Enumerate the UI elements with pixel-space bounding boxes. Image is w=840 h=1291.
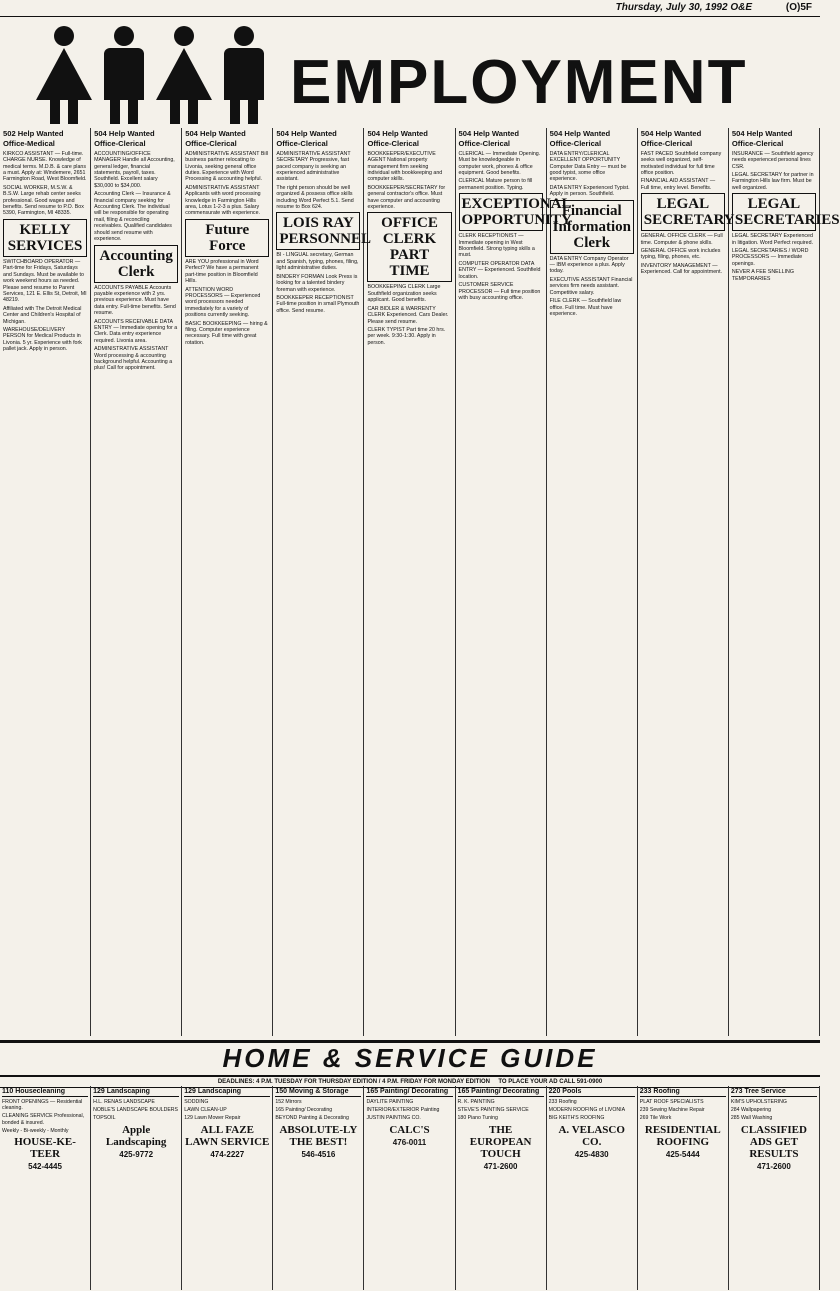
service-ad-title: HOUSE-KE-TEER (14, 1136, 76, 1161)
classified-listing: ACCOUNTS RECEIVABLE DATA ENTRY — Immediate opening for a Clerk. Data entry experience required. Livonia area. (94, 318, 178, 344)
classified-listing: COMPUTER OPERATOR DATA ENTRY — Experienced. Southfield location. (458, 260, 541, 280)
classified-listing: BOOKKEEPING CLERK Large Southfield organization seeks applicant. Good benefits. (367, 284, 441, 304)
service-category: 165 Painting/ Decorating (366, 1088, 452, 1097)
column-heading: 504 Help Wanted (731, 129, 793, 138)
service-category: 273 Tree Service (731, 1088, 817, 1097)
classified-listing: DATA ENTRY Experienced Typist. Apply in person. Southfield. (549, 184, 630, 198)
service-phone: 476-0011 (392, 1137, 427, 1147)
service-ad-title: RESIDENTIAL ROOFING (644, 1123, 721, 1148)
classified-listing: ACCOUNTS PAYABLE Accounts payable experience with 2 yrs. previous experience. Must have data entry. Full-time benefits. Send resume. (94, 284, 176, 317)
service-listing: MODERN ROOFING of LIVONIA (548, 1107, 626, 1114)
classified-listing: WAREHOUSE/DELIVERY PERSON for Medical Products in Livonia. 5 yr. Experience with fork pallet jack. Apply in person. (3, 326, 82, 353)
column-heading: 504 Help Wanted (276, 129, 337, 138)
service-listing: SODDING (184, 1099, 209, 1105)
service-listing: 284 Wallpapering (730, 1107, 772, 1114)
service-listing: KIM'S UPHOLSTERING (730, 1099, 787, 1105)
service-listing: INTERIOR/EXTERIOR Painting (366, 1107, 440, 1114)
service-phone: 425-9772 (119, 1149, 154, 1159)
service-ad-title: THE EUROPEAN TOUCH (469, 1123, 532, 1160)
classified-listing: CLERICAL — Immediate Opening. Must be knowledgeable in computer work, phones & office equipment. Good benefits. (458, 150, 541, 177)
column-heading: 504 Help Wanted (640, 129, 702, 138)
service-category: 150 Moving & Storage (275, 1088, 361, 1097)
deadline-text: DEADLINES: 4 P.M. TUESDAY FOR THURSDAY EDITION / 4 P.M. FRIDAY FOR MONDAY EDITION (217, 1079, 490, 1085)
service-listing: BEYOND Painting & Decorating (275, 1115, 349, 1122)
column-heading: 502 Help Wanted (3, 129, 64, 138)
classified-column (638, 128, 735, 1036)
service-listing: STEVE'S PAINTING SERVICE (457, 1107, 529, 1114)
service-ad-title: ABSOLUTE-LY THE BEST! (279, 1123, 358, 1148)
man-figure-icon (216, 26, 272, 124)
classified-listing: GENERAL OFFICE CLERK — Full time. Computer & phone skills. (640, 233, 723, 246)
service-ad-title: ALL FAZE LAWN SERVICE (185, 1123, 270, 1148)
column-subheading: Office-Clerical (731, 139, 784, 149)
classified-listing: ARE YOU professional in Word Perfect? We have a permanent part-time position in Bloomfield Hills. (185, 258, 259, 285)
man-figure-icon (96, 26, 152, 124)
service-column (273, 1086, 364, 1290)
service-listing: 233 Roofing (548, 1099, 577, 1105)
service-category: 110 Housecleaning (2, 1088, 88, 1097)
woman-figure-icon (36, 26, 92, 124)
column-subheading: Office-Clerical (185, 139, 237, 149)
issue-date: Thursday, July 30, 1992 O&E (615, 2, 752, 13)
display-ad: LOIS RAY PERSONNEL (276, 212, 360, 250)
service-column (91, 1086, 182, 1290)
classified-listing: DATA ENTRY/CLERICAL EXCELLENT OPPORTUNITY Computer Data Entry — must be good typist, some office experience. (549, 150, 627, 183)
service-ad-title: A. VELASCO CO. (558, 1123, 625, 1148)
service-listing: CLEANING SERVICE Professional, bonded & insured. (2, 1113, 85, 1126)
classified-listing: DATA ENTRY Company Operator — IBM experience a plus. Apply today. (549, 255, 629, 275)
home-service-guide (0, 1040, 820, 1172)
classified-listing: Accounting Clerk — Insurance & financial company seeking for Accounting Clerk. The individual will be responsible for operating mail, filing & reconciling receivables. Qualified candidates should send resume with experience. (94, 191, 172, 243)
service-listing: H.L. RENAS LANDSCAPE (93, 1099, 155, 1105)
classified-listing: CLERK TYPIST Part time 20 hrs. per week. 9:30-1:30. Apply in person. (367, 326, 446, 346)
service-listing: Weekly - Bi-weekly - Monthly (2, 1127, 69, 1134)
service-listing: 285 Wall Washing (730, 1115, 773, 1122)
service-ad-title: Apple Landscaping (105, 1123, 167, 1148)
classified-listing: ATTENTION WORD PROCESSORS — Experienced word processors needed immediately for a variety of positions currently seeking. (185, 286, 261, 319)
service-listing: LAWN CLEAN-UP (184, 1107, 227, 1114)
service-ad-title: CALC'S (389, 1123, 430, 1136)
column-heading: 504 Help Wanted (549, 129, 611, 138)
classified-listing: EXECUTIVE ASSISTANT Financial services firm needs assistant. Competitive salary. (549, 276, 633, 296)
service-category: 129 Landscaping (184, 1088, 270, 1097)
classified-listing: LEGAL SECRETARIES / WORD PROCESSORS — Immediate openings. (731, 248, 809, 267)
service-category: 165 Painting/ Decorating (458, 1088, 544, 1097)
classified-listing: INVENTORY MANAGEMENT — Experienced. Call for appointment. (640, 262, 723, 276)
service-listing: R. K. PAINTING (457, 1099, 495, 1105)
service-phone: 471-2600 (757, 1161, 791, 1171)
column-heading: 504 Help Wanted (94, 129, 155, 138)
service-phone: 425-4830 (574, 1149, 609, 1159)
service-listing: 269 Tile Work (639, 1115, 672, 1122)
display-ad: KELLY SERVICES (3, 219, 87, 257)
home-service-banner (0, 1040, 820, 1077)
column-heading: 504 Help Wanted (458, 129, 520, 138)
column-subheading: Office-Clerical (458, 139, 511, 149)
classified-column (547, 128, 638, 1036)
display-ad: LEGAL SECRETARIES (732, 193, 816, 231)
column-subheading: Office-Clerical (549, 139, 602, 149)
classified-listing: BOOKKEEPER/EXECUTIVE AGENT National property management firm seeking individual with bookkeeping and computer skills. (367, 150, 443, 183)
classified-listing: KIRKCO ASSISTANT — Full-time. CHARGE NURSE. Knowledge of medical terms. M.D.B. & care plans a must. Apply at: Windemere, 2651 Farmington Road, West Bloomfield. (3, 150, 87, 183)
classified-listing: CAR BIDLER & WARRENTY CLERK Experienced. Cars Dealer. Please send resume. (367, 305, 449, 325)
classified-listing: SWITCHBOARD OPERATOR — Part-time for Fridays, Saturdays and Sundays. Must be available to work weekend hours as needed. Please send resume to Parent Services, 121 E. Ellis St, Detroit, MI 48219. (3, 258, 87, 304)
column-subheading: Office-Clerical (640, 139, 693, 149)
classified-listing: ADMINISTRATIVE ASSISTANT Bill business partner relocating to Livonia, seeking general office duties. Experience with Word Processing & accounting helpful. (185, 150, 268, 183)
classified-listing: BOOKKEEPER/SECRETARY for general contractor's office. Must have computer and accounting experience. (367, 184, 446, 211)
service-column (364, 1086, 455, 1290)
service-listing: 239 Sewing Machine Repair (639, 1107, 705, 1114)
classified-column (182, 128, 273, 1036)
service-listing: NOBLE'S LANDSCAPE BOULDERS (93, 1107, 178, 1114)
display-ad: Financial Information Clerk (550, 200, 634, 254)
display-ad: OFFICE CLERK PART TIME (367, 212, 451, 282)
service-listing: 180 Piano Tuning (457, 1115, 498, 1122)
classified-listing: CUSTOMER SERVICE PROCESSOR — Full time position with busy accounting office. (458, 282, 541, 301)
classified-listing: BI - LINGUAL secretary, German and Spanish, typing, phones, filing, light administrative duties. (276, 252, 359, 272)
classified-listing: ADMINISTRATIVE ASSISTANT Word processing & accounting background helpful. Accounting a plus! Call for appointment. (94, 346, 173, 372)
service-phone: 471-2600 (483, 1161, 518, 1171)
classified-listing: ACCOUNTING/OFFICE MANAGER Handle all Accounting, general ledger, financial statements, payroll, taxes. Southfield. Excellent salary $30,000 to $34,000. (94, 150, 175, 189)
service-listing: 129 Lawn Mower Repair (184, 1115, 241, 1122)
classified-column (0, 128, 91, 1036)
classified-listing: SOCIAL WORKER, M.S.W. & B.S.W. Large rehab center seeks professional. Good wages and benefits. Send resume to P.O. Box 5390, Farmington, MI 48335. (3, 184, 84, 217)
classified-listing: INSURANCE — Southfield agency needs experienced personal lines CSR. (731, 150, 814, 170)
service-listing: TOPSOIL (93, 1115, 116, 1122)
classified-listing: NEVER A FEE SNELLING TEMPORARIES (731, 269, 794, 282)
section-title: EMPLOYMENT (290, 48, 748, 117)
service-column (729, 1086, 820, 1290)
service-phone: 546-4516 (301, 1149, 336, 1159)
service-column (638, 1086, 729, 1290)
classified-listing: FINANCIAL AID ASSISTANT — Full time, entry level. Benefits. (640, 178, 716, 191)
classified-listing: Affiliated with The Detroit Medical Center and Children's Hospital of Michigan. (3, 305, 82, 325)
classified-listing: GENERAL OFFICE work includes typing, filing, phones, etc. (640, 248, 721, 261)
classified-listing: LEGAL SECRETARY for partner in Farmington Hills law firm. Must be well organized. (731, 172, 814, 191)
service-listing: DAYLITE PAINTING (366, 1099, 414, 1105)
service-listing: PLAT ROOF SPECIALISTS (639, 1099, 704, 1105)
column-subheading: Office-Clerical (367, 139, 419, 149)
column-subheading: Office-Clerical (276, 139, 328, 149)
service-column (547, 1086, 638, 1290)
service-category: 129 Landscaping (93, 1088, 179, 1097)
classified-listing: BINDERY FORMAN Look Press is looking for a talented bindery foreman with experience. (276, 273, 358, 293)
service-phone: 474-2227 (210, 1149, 245, 1159)
classified-listing: CLERK RECEPTIONIST — Immediate opening in West Bloomfield. Strong typing skills a must. (458, 233, 535, 259)
service-ad-title: CLASSIFIED ADS GET RESULTS (740, 1123, 807, 1160)
classified-listing: FILE CLERK — Southfield law office. Full time. Must have experience. (549, 298, 622, 317)
place-ad-text: TO PLACE YOUR AD CALL 591-0900 (498, 1079, 603, 1085)
service-phone: 425-5444 (665, 1149, 700, 1159)
classified-listing: FAST PACED Southfield company seeks well organized, self-motivated individual for full time office position. (640, 150, 722, 177)
column-subheading: Office-Medical (3, 139, 55, 149)
service-phone: 542-4445 (28, 1162, 62, 1172)
service-column (456, 1086, 547, 1290)
classified-column (273, 128, 372, 1036)
home-service-title: HOME & SERVICE GUIDE (222, 1043, 598, 1073)
service-listing: 152 Mirrors (275, 1099, 302, 1105)
classified-listing: ADMINISTRATIVE ASSISTANT Applicants with word processing knowledge in Farmington Hills area, Lotus 1-2-3 a plus. Salary commensurate with experience. (185, 184, 261, 217)
column-heading: 504 Help Wanted (185, 129, 246, 138)
classified-column (364, 128, 455, 1036)
woman-figure-icon (156, 26, 212, 124)
service-category: 220 Pools (549, 1088, 635, 1097)
page-number: (O)5F (785, 2, 812, 13)
service-listing: JUSTIN PAINTING CO. (366, 1115, 421, 1122)
service-listing: BIG KEITH'S ROOFING (548, 1115, 605, 1122)
classified-column (456, 128, 572, 1036)
display-ad: Accounting Clerk (94, 245, 178, 283)
classified-listing: BASIC BOOKKEEPING — hiring & filing. Computer experience necessary. Full time with great rotation. (185, 320, 268, 346)
column-heading: 504 Help Wanted (367, 129, 428, 138)
display-ad: EXCEPTIONAL OPPORTUNITY (459, 193, 543, 231)
page-header (0, 0, 820, 17)
display-ad: Future Force (185, 219, 269, 257)
service-listing: FRONT OPENINGS — Residential cleaning. (2, 1099, 83, 1112)
classified-listing: CLERICAL Mature person to fill permanent position. Typing. (458, 178, 533, 191)
classified-column (729, 128, 840, 1036)
service-column (0, 1086, 91, 1290)
classified-listing: BOOKKEEPER RECEPTIONIST Full-time position in small Plymouth office. Send resume. (276, 294, 360, 314)
service-listing: 165 Painting/ Decorating (275, 1107, 333, 1114)
classified-listing: ADMINISTRATIVE ASSISTANT SECRETARY Progressive, fast paced company is seeking an experienced administrative assistant. (276, 150, 351, 183)
classified-listing: The right person should be well organized & possess office skills including Word Perfect 5.1. Send resume to Box 624. (276, 184, 354, 211)
classified-listing: LEGAL SECRETARY Experienced in litigation. Word Perfect required. (731, 233, 814, 246)
service-category: 233 Roofing (640, 1088, 726, 1097)
display-ad: LEGAL SECRETARY (641, 193, 725, 231)
service-column (182, 1086, 273, 1290)
employment-banner (0, 18, 820, 126)
column-subheading: Office-Clerical (94, 139, 146, 149)
classified-column (91, 128, 182, 1036)
